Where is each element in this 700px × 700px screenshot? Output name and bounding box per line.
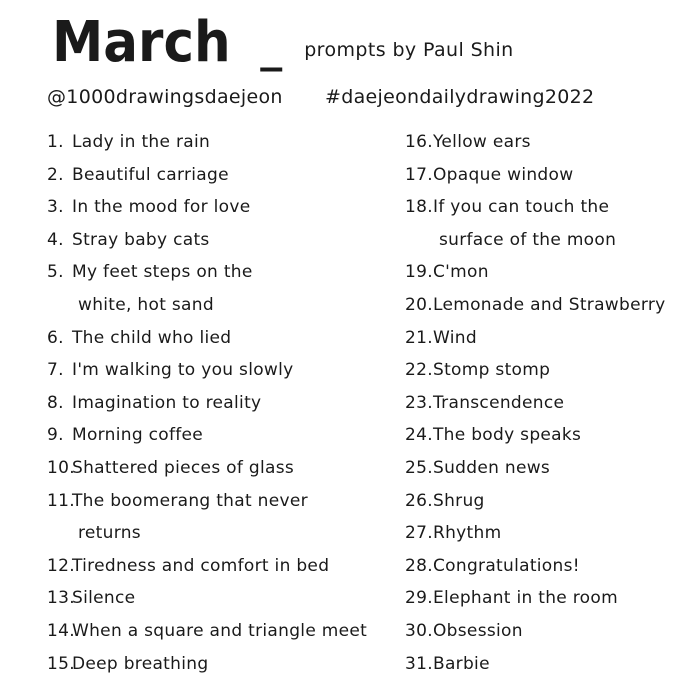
prompt-number: 27. [405, 523, 433, 544]
prompt-text: Opaque window [433, 164, 574, 185]
title-underscore: _ [260, 21, 283, 72]
prompt-item [405, 295, 690, 328]
prompt-text: white, hot sand [78, 294, 214, 315]
prompt-item [47, 588, 405, 621]
prompt-item [405, 262, 690, 295]
prompt-number: 14. [47, 620, 75, 641]
prompt-number: 8. [47, 392, 64, 413]
prompt-text: Elephant in the room [433, 588, 618, 609]
prompt-text: returns [78, 523, 141, 544]
prompt-text: Rhythm [433, 523, 502, 544]
prompt-text: Deep breathing [72, 653, 209, 674]
prompt-text: Yellow ears [433, 132, 531, 152]
prompt-item [405, 491, 690, 524]
prompt-text: Stray baby cats [72, 229, 210, 250]
prompt-text: Transcendence [433, 392, 565, 413]
prompt-item [47, 197, 405, 230]
prompt-item [47, 132, 405, 165]
prompt-number: 20. [405, 294, 433, 315]
prompt-text: Congratulations! [433, 555, 580, 576]
prompt-item [405, 393, 690, 426]
prompt-item [47, 556, 405, 589]
prompt-item [47, 654, 405, 687]
prompt-text: The boomerang that never [72, 490, 308, 511]
prompt-number: 13. [47, 588, 75, 609]
prompt-text: When a square and triangle meet [72, 620, 368, 641]
prompt-list [47, 132, 690, 700]
prompt-text: The child who lied [72, 327, 232, 348]
byline: prompts by Paul Shin [304, 39, 514, 61]
prompt-item [405, 132, 690, 165]
prompt-item [47, 262, 405, 295]
prompt-text: Barbie [433, 653, 490, 674]
prompt-number: 25. [405, 457, 433, 478]
prompt-item [405, 360, 690, 393]
handles-row [0, 86, 700, 114]
prompt-item [47, 458, 405, 491]
prompt-number: 7. [47, 360, 64, 381]
prompt-number: 12. [47, 555, 75, 576]
prompt-item [405, 588, 690, 621]
prompt-item [47, 165, 405, 198]
prompt-text: Shattered pieces of glass [72, 457, 295, 478]
prompt-number: 1. [47, 132, 64, 152]
prompt-number: 10. [47, 457, 75, 478]
prompt-number: 6. [47, 327, 64, 348]
prompt-number: 18. [405, 197, 433, 218]
prompt-text: Lemonade and Strawberry [433, 294, 666, 315]
prompt-text: My feet steps on the [72, 262, 253, 283]
prompt-number: 2. [47, 164, 64, 185]
prompt-text: Tiredness and comfort in bed [72, 555, 330, 576]
page-title: March [52, 10, 231, 75]
prompt-item [47, 328, 405, 361]
prompt-item [405, 425, 690, 458]
prompt-item [405, 328, 690, 361]
prompt-text: Wind [433, 327, 477, 348]
title-row [52, 12, 514, 74]
prompt-number: 28. [405, 555, 433, 576]
prompt-number: 26. [405, 490, 433, 511]
prompt-number: 16. [405, 132, 433, 152]
prompt-text: In the mood for love [72, 197, 251, 218]
prompt-number: 9. [47, 425, 64, 446]
prompt-number: 22. [405, 360, 433, 381]
prompt-text: Stomp stomp [433, 360, 551, 381]
prompt-item [405, 654, 690, 687]
prompt-number: 17. [405, 164, 433, 185]
prompt-number: 3. [47, 197, 64, 218]
prompt-text: Obsession [433, 620, 523, 641]
prompt-column-left [47, 132, 405, 700]
prompt-number: 5. [47, 262, 64, 283]
prompt-number: 29. [405, 588, 433, 609]
prompt-text: I'm walking to you slowly [72, 360, 294, 381]
prompt-text: Imagination to reality [72, 392, 262, 413]
prompt-item [47, 425, 405, 458]
prompt-number: 23. [405, 392, 433, 413]
prompt-text: If you can touch the [433, 197, 610, 218]
prompt-item [405, 230, 690, 263]
prompt-item [47, 230, 405, 263]
prompt-number: 19. [405, 262, 433, 283]
prompt-item [405, 197, 690, 230]
prompt-item [47, 393, 405, 426]
prompt-text: Beautiful carriage [72, 164, 229, 185]
prompt-item [405, 165, 690, 198]
prompt-text: Lady in the rain [72, 132, 211, 152]
prompt-text: Sudden news [433, 457, 551, 478]
prompt-number: 31. [405, 653, 433, 674]
prompt-item [47, 491, 405, 524]
instagram-handle: @1000drawingsdaejeon [47, 86, 283, 108]
prompt-number: 30. [405, 620, 433, 641]
prompt-text: Shrug [433, 490, 485, 511]
prompt-number: 24. [405, 425, 433, 446]
prompt-number: 4. [47, 229, 64, 250]
prompt-item [47, 295, 405, 328]
prompt-item [47, 360, 405, 393]
prompt-item [47, 523, 405, 556]
prompt-number: 15. [47, 653, 75, 674]
prompt-item [405, 556, 690, 589]
hashtag: #daejeondailydrawing2022 [325, 86, 595, 108]
prompt-item [405, 523, 690, 556]
prompt-item [405, 621, 690, 654]
prompt-item [405, 458, 690, 491]
prompt-number: 11. [47, 490, 75, 511]
prompt-item [47, 621, 405, 654]
prompt-number: 21. [405, 327, 433, 348]
prompt-text: surface of the moon [439, 229, 617, 250]
prompt-text: The body speaks [433, 425, 582, 446]
prompt-column-right [405, 132, 690, 700]
prompt-text: Morning coffee [72, 425, 204, 446]
prompt-text: Silence [72, 588, 136, 609]
prompt-text: C'mon [433, 262, 489, 283]
